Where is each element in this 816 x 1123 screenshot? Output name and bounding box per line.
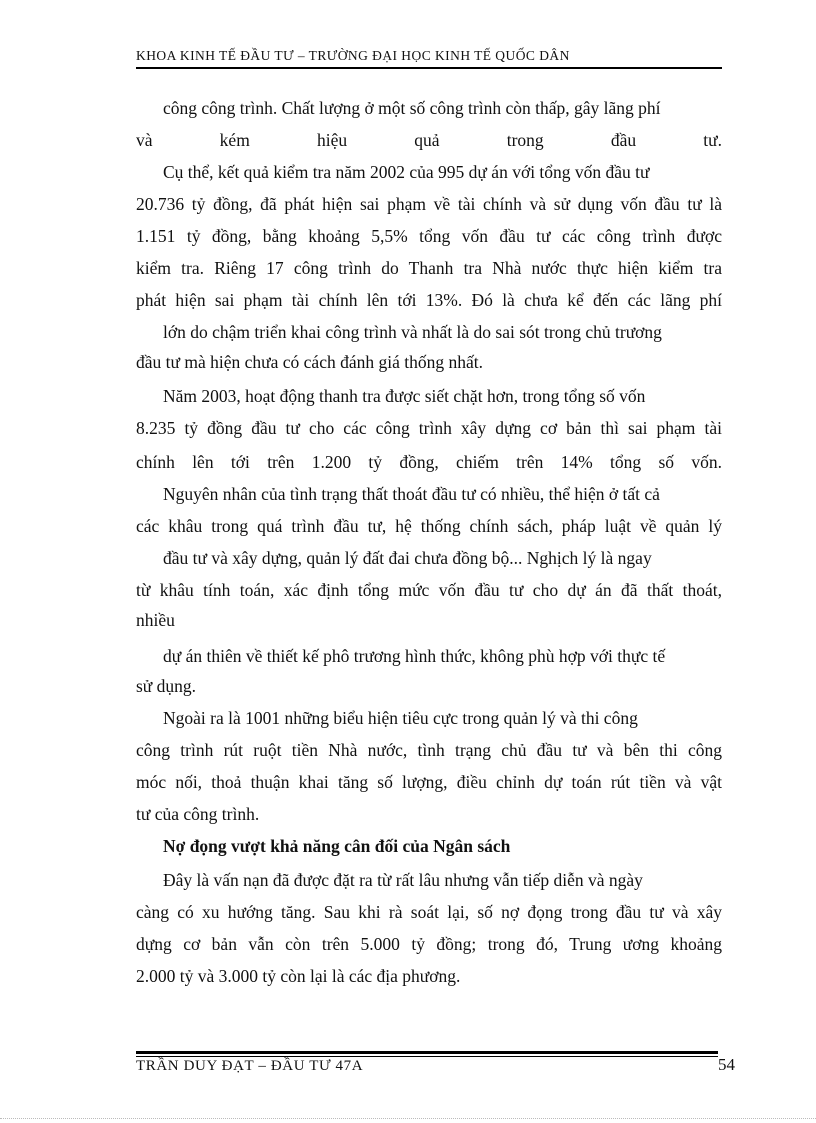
text-line: đầu tư và xây dựng, quản lý đất đai chưa đồng bộ... Nghịch lý là ngay (163, 548, 652, 568)
text-line: đầu tư mà hiện chưa có cách đánh giá thống nhất. (136, 352, 483, 372)
text-line: sử dụng. (136, 676, 197, 696)
text-line: kiểm tra. Riêng 17 công trình do Thanh tra Nhà nước thực hiện kiểm tra (136, 258, 722, 278)
text-line: càng có xu hướng tăng. Sau khi rà soát lại, số nợ đọng trong đầu tư và xây (136, 902, 722, 922)
text-line: 2.000 tỷ và 3.000 tỷ còn lại là các địa phương. (136, 966, 461, 986)
text-line: Nguyên nhân của tình trạng thất thoát đầu tư có nhiều, thể hiện ở tất cả (163, 484, 660, 504)
text-line: công trình rút ruột tiền Nhà nước, tình trạng chủ đầu tư và bên thi công (136, 740, 722, 760)
text-line: công công trình. Chất lượng ở một số công trình còn thấp, gây lãng phí (163, 98, 661, 118)
text-line: 8.235 tỷ đồng đầu tư cho các công trình xây dựng cơ bản thì sai phạm tài (136, 418, 722, 438)
text-line: từ khâu tính toán, xác định tổng mức vốn đầu tư cho dự án đã thất thoát, (136, 580, 722, 600)
text-line: Đây là vấn nạn đã được đặt ra từ rất lâu nhưng vẫn tiếp diễn và ngày (163, 870, 643, 890)
text-line: và kém hiệu quả trong đầu tư. (136, 130, 722, 150)
text-line: Ngoài ra là 1001 những biểu hiện tiêu cực trong quản lý và thi công (163, 708, 638, 728)
text-line: 20.736 tỷ đồng, đã phát hiện sai phạm về tài chính và sử dụng vốn đầu tư là (136, 194, 722, 214)
text-line: tư của công trình. (136, 804, 260, 824)
text-line: dự án thiên về thiết kế phô trương hình thức, không phù hợp với thực tế (163, 646, 666, 666)
text-line: Năm 2003, hoạt động thanh tra được siết chặt hơn, trong tổng số vốn (163, 386, 646, 406)
text-line: nhiều (136, 610, 175, 630)
footer-rule-thin (136, 1056, 718, 1057)
text-line: phát hiện sai phạm tài chính lên tới 13%. Đó là chưa kể đến các lãng phí (136, 290, 722, 310)
footer-rule-thick (136, 1051, 718, 1054)
text-line: 1.151 tỷ đồng, bằng khoảng 5,5% tổng vốn đầu tư các công trình được (136, 226, 722, 246)
text-line: lớn do chậm triển khai công trình và nhất là do sai sót trong chủ trương (163, 322, 662, 342)
text-line: móc nối, thoả thuận khai tăng số lượng, điều chỉnh dự toán rút tiền và vật (136, 772, 722, 792)
page-header: KHOA KINH TẾ ĐẦU TƯ – TRƯỜNG ĐẠI HỌC KINH TẾ QUỐC DÂN (136, 48, 570, 63)
text-line: Cụ thể, kết quả kiểm tra năm 2002 của 995 dự án với tổng vốn đầu tư (163, 162, 650, 182)
section-heading: Nợ đọng vượt khả năng cân đối của Ngân sách (163, 836, 511, 856)
page-edge-divider (0, 1118, 816, 1119)
footer-author: TRẦN DUY ĐẠT – ĐẦU TƯ 47A (136, 1058, 364, 1074)
text-line: dựng cơ bản vẫn còn trên 5.000 tỷ đồng; trong đó, Trung ương khoảng (136, 934, 722, 954)
text-line: chính lên tới trên 1.200 tỷ đồng, chiếm trên 14% tổng số vốn. (136, 452, 722, 472)
page-number: 54 (718, 1055, 735, 1074)
text-line: các khâu trong quá trình đầu tư, hệ thống chính sách, pháp luật về quản lý (136, 516, 722, 536)
